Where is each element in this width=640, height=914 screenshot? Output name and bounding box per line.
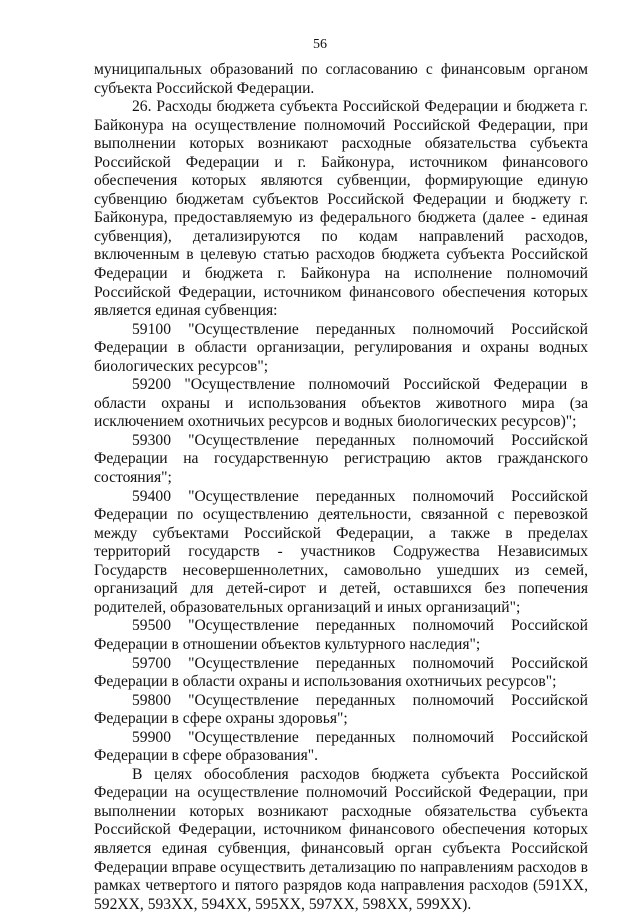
paragraph-code-59700: 59700 "Осуществление переданных полномочий Российской Федерации в области охраны и использования охотничьих ресурсов"; (94, 654, 588, 691)
paragraph-code-59100: 59100 "Осуществление переданных полномочий Российской Федерации в области организации, регулирования и охраны водных биологических ресурсов"; (94, 320, 588, 375)
document-body (94, 61, 588, 914)
paragraph-code-59500: 59500 "Осуществление переданных полномочий Российской Федерации в отношении объектов культурного наследия"; (94, 617, 588, 653)
paragraph-code-59200: 59200 "Осуществление полномочий Российской Федерации в области охраны и использования объектов животного мира (за исключением охотничьих ресурсов и водных биологических ресурсов)"; (94, 376, 588, 431)
paragraph-code-59900: 59900 "Осуществление переданных полномочий Российской Федерации в сфере образования". (94, 728, 588, 765)
paragraph-code-59300: 59300 "Осуществление переданных полномочий Российской Федерации на государственную регистрацию актов гражданского состояния"; (94, 431, 588, 487)
paragraph-code-59800: 59800 "Осуществление переданных полномочий Российской Федерации в сфере охраны здоровья"; (94, 691, 588, 728)
paragraph-code-59400: 59400 "Осуществление переданных полномочий Российской Федерации по осуществлению деятельности, связанной с перевозкой между субъектами Российской Федерации, а также в пределах территорий государств - участников Содружества Независимых Государств несовершеннолетних, самовольно ушедших из семей, организаций для детей-сирот и детей, оставшихся без попечения родителей, образовательных организаций и иных организаций"; (94, 487, 588, 616)
page-number: 56 (313, 37, 327, 52)
paragraph-section-26: 26. Расходы бюджета субъекта Российской Федерации и бюджета г. Байконура на осуществление полномочий Российской Федерации, при выполнении которых возникают расходные обязательства субъекта Российской Федерации и г. Байконура, источником финансового обеспечения которых являются субвенции, формирующие единую субвенцию бюджетам субъектов Российской Федерации и бюджету г. Байконура, предоставляемую из федерального бюджета (далее - единая субвенция), детализируются по кодам направлений расходов, включенным в целевую статью расходов бюджета субъекта Российской Федерации и бюджета г. Байконура на исполнение полномочий Российской Федерации, источником финансового обеспечения которых является единая субвенция: (94, 98, 588, 320)
paragraph-continuation: муниципальных образований по согласованию с финансовым органом субъекта Российской Федерации. (94, 61, 588, 97)
paragraph-detailing: В целях обособления расходов бюджета субъекта Российской Федерации на осуществление полномочий Российской Федерации, при выполнении которых возникают расходные обязательства субъекта Российской Федерации, источником финансового обеспечения которых является единая субвенция, финансовый орган субъекта Российской Федерации вправе осуществить детализацию по направлениям расходов в рамках четвертого и пятого разрядов кода направления расходов (591XX, 592XX, 593XX, 594XX, 595XX, 597XX, 598XX, 599XX). (94, 765, 588, 913)
